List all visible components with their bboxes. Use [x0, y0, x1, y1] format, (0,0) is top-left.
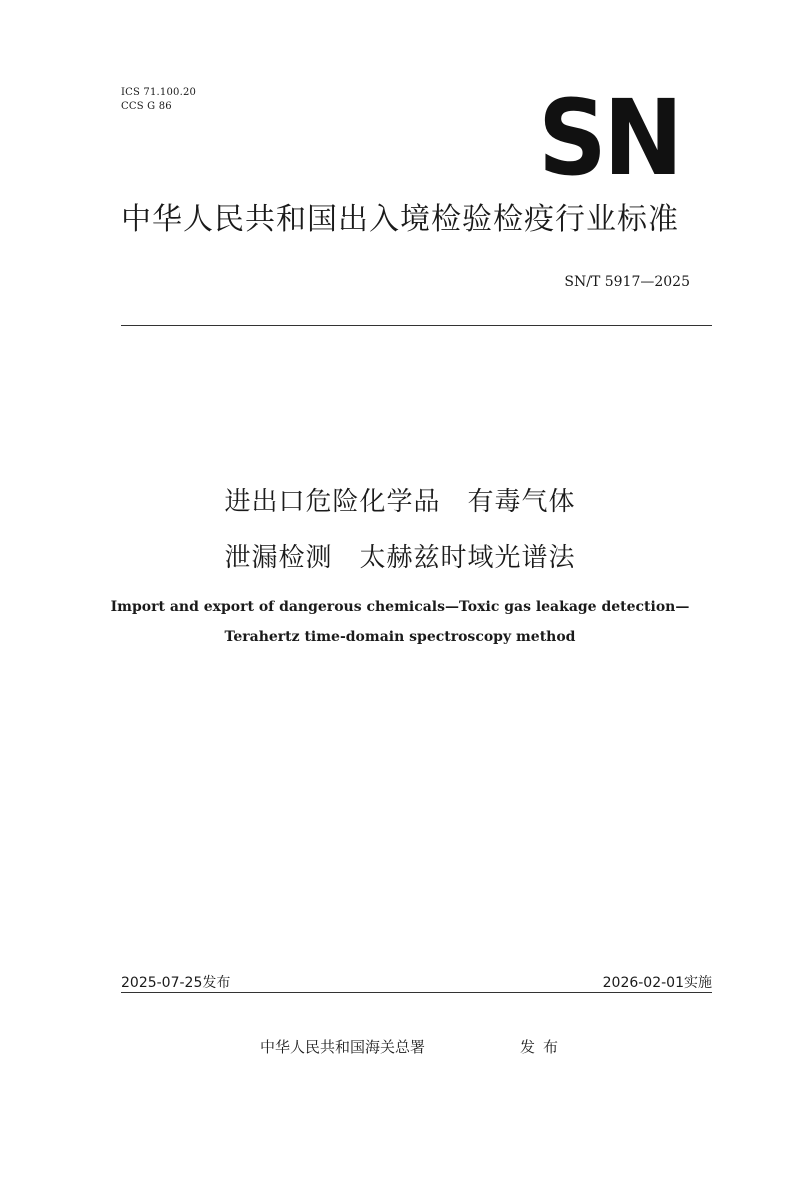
- standard-category: 中华人民共和国出入境检验检疫行业标准: [121, 202, 679, 237]
- english-title: [0, 592, 800, 652]
- issue-date: 2025-07-25发布: [121, 975, 231, 991]
- ics-code: ICS 71.100.20: [121, 87, 197, 98]
- chinese-title-line-2: 泄漏检测 太赫兹时域光谱法: [224, 543, 576, 573]
- english-title-line-2: Terahertz time-domain spectroscopy method: [224, 629, 576, 645]
- english-title-line-1: Import and export of dangerous chemicals—Toxic gas leakage detection—: [110, 599, 690, 615]
- standard-number: SN/T 5917—2025: [564, 274, 690, 290]
- implementation-date: 2026-02-01实施: [602, 975, 712, 991]
- chinese-title: [0, 474, 800, 586]
- issuing-authority: 中华人民共和国海关总署: [260, 1038, 426, 1056]
- issuing-action: 发布: [520, 1038, 567, 1056]
- bottom-divider: [121, 992, 712, 993]
- sn-logo: SN: [538, 77, 680, 199]
- classification-codes: [121, 86, 196, 114]
- ccs-code: CCS G 86: [121, 101, 172, 112]
- top-divider: [121, 325, 712, 326]
- chinese-title-line-1: 进出口危险化学品 有毒气体: [224, 487, 576, 517]
